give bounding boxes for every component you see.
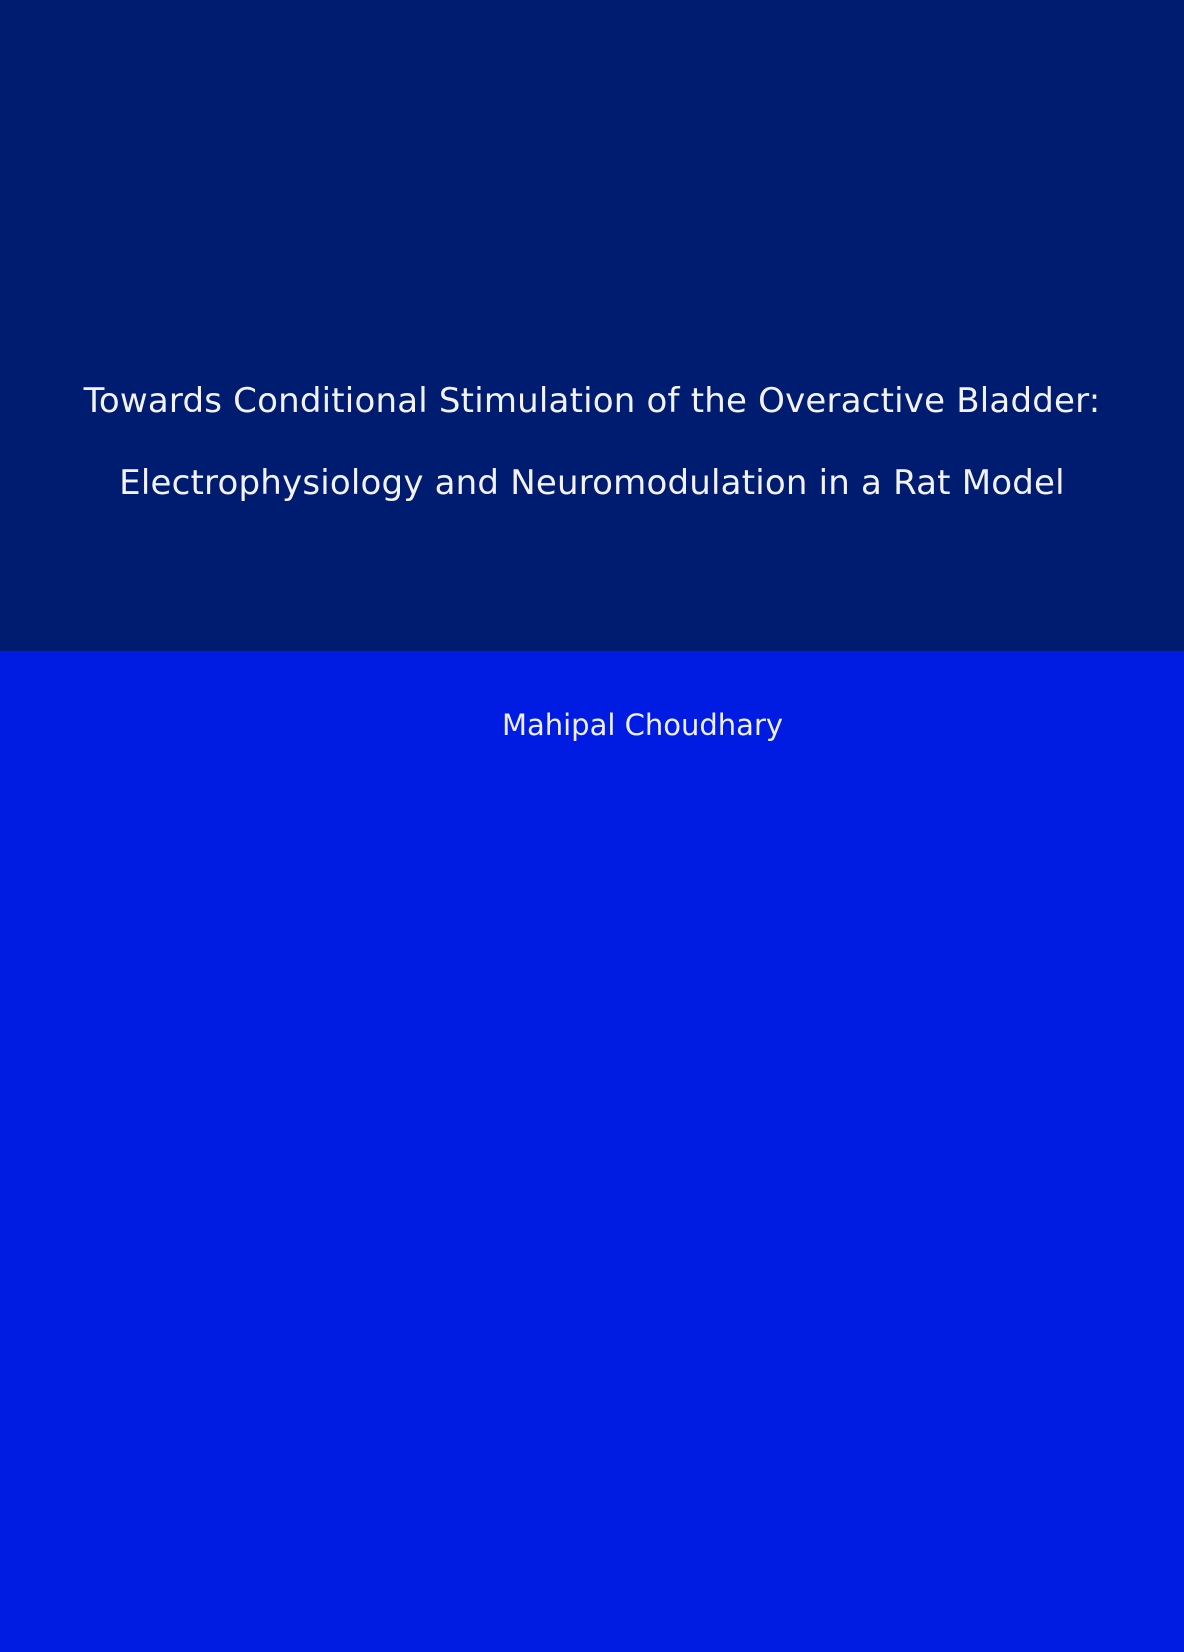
cover-bottom-band xyxy=(0,651,1184,1652)
cover-top-band xyxy=(0,0,1184,651)
cover-title xyxy=(0,360,1184,524)
title-line-2: Electrophysiology and Neuromodulation in a Rat Model xyxy=(119,463,1065,503)
title-line-1: Towards Conditional Stimulation of the Overactive Bladder: xyxy=(83,381,1101,421)
author-name: Mahipal Choudhary xyxy=(501,708,784,742)
